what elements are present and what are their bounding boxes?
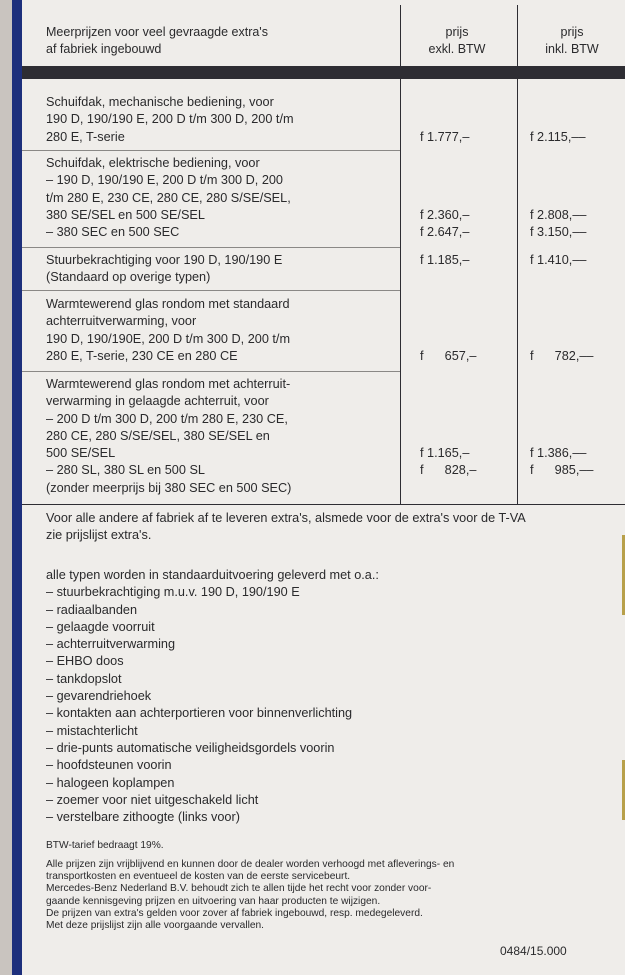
row-description bbox=[46, 155, 396, 241]
desc-line: achterruitverwarming, voor bbox=[46, 314, 197, 329]
desc-line: Schuifdak, mechanische bediening, voor bbox=[46, 95, 274, 109]
column-header-line: exkl. BTW bbox=[428, 42, 486, 56]
price-excl: f 2.647,– bbox=[420, 225, 470, 239]
list-item: – mistachterlicht bbox=[46, 723, 138, 738]
column-divider bbox=[517, 5, 518, 505]
btw-note bbox=[46, 840, 625, 852]
desc-line: 280 E, T-serie bbox=[46, 129, 125, 144]
desc-line: Schuifdak, elektrische bediening, voor bbox=[46, 156, 260, 170]
price-incl: f 782,–– bbox=[530, 349, 594, 363]
fine-print-line: Met deze prijslijst zijn alle voorgaande vervallen. bbox=[46, 920, 265, 932]
desc-line: 500 SE/SEL bbox=[46, 446, 116, 461]
list-item: – verstelbare zithoogte (links voor) bbox=[46, 810, 240, 825]
list-item: – gelaagde voorruit bbox=[46, 619, 155, 634]
row-description bbox=[46, 94, 396, 146]
list-item: – kontakten aan achterportieren voor binnenverlichting bbox=[46, 706, 353, 721]
table-header bbox=[22, 0, 625, 66]
row-description bbox=[46, 376, 396, 497]
list-item: – hoofdsteunen voorin bbox=[46, 758, 172, 773]
list-item: – drie-punts automatische veiligheidsgordels voorin bbox=[46, 740, 335, 755]
header-band bbox=[22, 66, 625, 79]
row-separator bbox=[22, 247, 400, 248]
desc-line: – 190 D, 190/190 E, 200 D t/m 300 D, 200 bbox=[46, 173, 283, 188]
note-line: zie prijslijst extra's. bbox=[46, 528, 152, 543]
fine-print-line: gaande kennisgeving prijzen en uitvoering van haar producten te wijzigen. bbox=[46, 895, 381, 907]
row-separator bbox=[22, 371, 400, 372]
desc-line: 280 CE, 280 S/SE/SEL, 380 SE/SEL en bbox=[46, 428, 270, 443]
price-list-page bbox=[22, 0, 625, 975]
price-incl: f 985,–– bbox=[530, 463, 594, 477]
note-line: Voor alle andere af fabriek af te leveren extra's, alsmede voor de extra's voor de T-VA bbox=[46, 511, 526, 525]
desc-line: (zonder meerprijs bij 380 SEC en 500 SEC) bbox=[46, 480, 292, 495]
column-header-line: prijs bbox=[560, 25, 584, 39]
title-line: Meerprijzen voor veel gevraagde extra's bbox=[46, 25, 268, 39]
list-item: – EHBO doos bbox=[46, 654, 124, 669]
blue-spine-stripe bbox=[12, 0, 22, 975]
column-header-line: prijs bbox=[445, 25, 469, 39]
price-excl: f 1.777,– bbox=[420, 130, 470, 144]
price-incl: f 2.808,–– bbox=[530, 208, 587, 222]
list-item: – zoemer voor niet uitgeschakeld licht bbox=[46, 792, 259, 807]
fine-print-line: De prijzen van extra's gelden voor zover af fabriek ingebouwd, resp. medegeleverd. bbox=[46, 907, 423, 919]
print-code: 0484/15.000 bbox=[500, 944, 567, 958]
column-header-line: inkl. BTW bbox=[545, 42, 599, 56]
price-incl: f 2.115,–– bbox=[530, 130, 586, 144]
desc-line: 280 E, T-serie, 230 CE en 280 CE bbox=[46, 348, 238, 363]
price-excl: f 657,– bbox=[420, 349, 477, 363]
desc-line: Warmtewerend glas rondom met achterruit- bbox=[46, 377, 291, 391]
btw-line: BTW-tarief bedraagt 19%. bbox=[46, 840, 164, 851]
price-excl: f 828,– bbox=[420, 463, 477, 477]
fine-print bbox=[46, 859, 625, 932]
fine-print-line: Alle prijzen zijn vrijblijvend en kunnen door de dealer worden verhoogd met afleverings- en bbox=[46, 859, 455, 870]
table-title bbox=[46, 24, 386, 58]
desc-line: Stuurbekrachtiging voor 190 D, 190/190 E bbox=[46, 253, 283, 267]
price-incl: f 1.386,–– bbox=[530, 446, 587, 460]
desc-line: – 200 D t/m 300 D, 200 t/m 280 E, 230 CE, bbox=[46, 411, 288, 426]
fine-print-line: Mercedes-Benz Nederland B.V. behoudt zich te allen tijde het recht voor zonder voor- bbox=[46, 883, 432, 895]
list-item: – stuurbekrachtiging m.u.v. 190 D, 190/190 E bbox=[46, 585, 300, 600]
list-item: – radiaalbanden bbox=[46, 602, 138, 617]
desc-line: – 380 SEC en 500 SEC bbox=[46, 225, 180, 240]
desc-line: 380 SE/SEL en 500 SE/SEL bbox=[46, 207, 205, 222]
price-incl: f 3.150,–– bbox=[530, 225, 587, 239]
price-excl: f 2.360,– bbox=[420, 208, 470, 222]
price-incl: f 1.410,–– bbox=[530, 253, 587, 267]
row-separator bbox=[22, 290, 400, 291]
column-divider bbox=[400, 5, 401, 505]
list-item: – tankdopslot bbox=[46, 671, 122, 686]
note-paragraph bbox=[46, 510, 625, 545]
desc-line: Warmtewerend glas rondom met standaard bbox=[46, 297, 290, 311]
table-bottom-rule bbox=[22, 504, 625, 505]
list-item: – gevarendriehoek bbox=[46, 689, 152, 704]
price-excl: f 1.185,– bbox=[420, 253, 470, 267]
fine-print-line: transportkosten en eventueel de kosten van de eerste servicebeurt. bbox=[46, 871, 351, 883]
row-separator bbox=[22, 150, 400, 151]
desc-line: 190 D, 190/190E, 200 D t/m 300 D, 200 t/m bbox=[46, 331, 291, 346]
desc-line: (Standaard op overige typen) bbox=[46, 270, 211, 285]
desc-line: verwarming in gelaagde achterruit, voor bbox=[46, 394, 269, 409]
list-item: – achterruitverwarming bbox=[46, 637, 176, 652]
desc-line: t/m 280 E, 230 CE, 280 CE, 280 S/SE/SEL, bbox=[46, 190, 291, 205]
column-header-incl bbox=[522, 24, 622, 58]
row-description bbox=[46, 296, 396, 365]
row-description bbox=[46, 252, 396, 287]
desc-line: – 280 SL, 380 SL en 500 SL bbox=[46, 463, 205, 478]
price-excl: f 1.165,– bbox=[420, 446, 470, 460]
list-intro: alle typen worden in standaarduitvoering geleverd met o.a.: bbox=[46, 568, 379, 582]
title-line: af fabriek ingebouwd bbox=[46, 42, 162, 56]
desc-line: 190 D, 190/190 E, 200 D t/m 300 D, 200 t/m bbox=[46, 112, 294, 127]
list-item: – halogeen koplampen bbox=[46, 775, 175, 790]
standard-equipment-list bbox=[46, 567, 625, 826]
column-header-excl bbox=[404, 24, 510, 58]
